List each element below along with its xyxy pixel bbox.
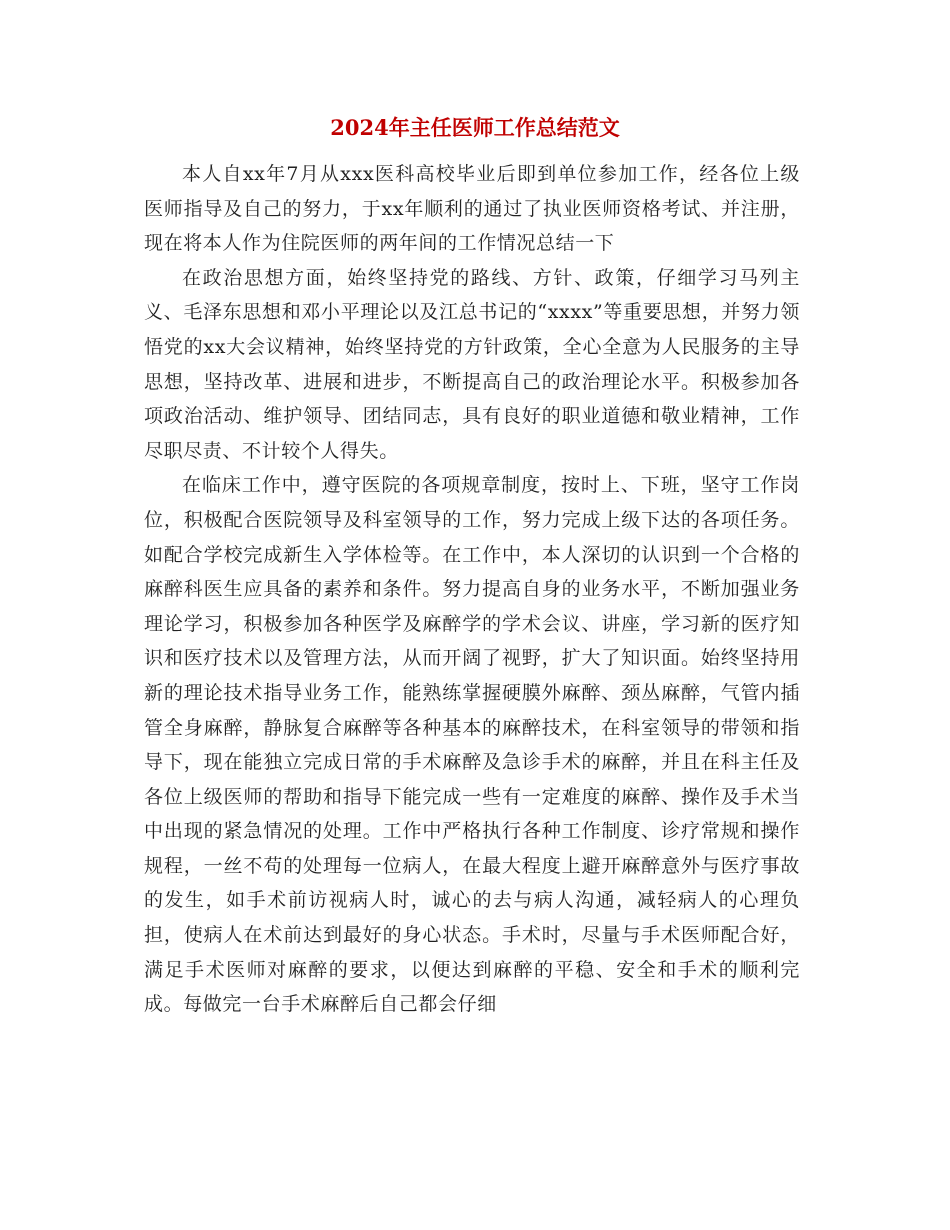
paragraph-political-thought: 在政治思想方面，始终坚持党的路线、方针、政策，仔细学习马列主义、毛泽东思想和邓小平理论以及江总书记的“xxxx”等重要思想，并努力领悟党的xx大会议精神，始终坚持党的方针政策，全心全意为人民服务的主导思想，坚持改革、进展和进步，不断提高自己的政治理论水平。积极参加各项政治活动、维护领导、团结同志，具有良好的职业道德和敬业精神，工作尽职尽责、不计较个人得失。 bbox=[144, 266, 800, 462]
paragraph-introduction: 本人自xx年7月从xxx医科高校毕业后即到单位参加工作，经各位上级医师指导及自己的努力，于xx年顺利的通过了执业医师资格考试、并注册，现在将本人作为住院医师的两年间的工作情况总结一下 bbox=[144, 163, 800, 255]
paragraph-clinical-work: 在临床工作中，遵守医院的各项规章制度，按时上、下班，坚守工作岗位，积极配合医院领导及科室领导的工作，努力完成上级下达的各项任务。如配合学校完成新生入学体检等。在工作中，本人深切的认识到一个合格的麻醉科医生应具备的素养和条件。努力提高自身的业务水平，不断加强业务理论学习，积极参加各种医学及麻醉学的学术会议、讲座，学习新的医疗知识和医疗技术以及管理方法，从而开阔了视野，扩大了知识面。始终坚持用新的理论技术指导业务工作，能熟练掌握硬膜外麻醉、颈丛麻醉，气管内插管全身麻醉，静脉复合麻醉等各种基本的麻醉技术，在科室领导的带领和指导下，现在能独立完成日常的手术麻醉及急诊手术的麻醉，并且在科主任及各位上级医师的帮助和指导下能完成一些有一定难度的麻醉、操作及手术当中出现的紧急情况的处理。工作中严格执行各种工作制度、诊疗常规和操作规程，一丝不苟的处理每一位病人，在最大程度上避开麻醉意外与医疗事故的发生，如手术前访视病人时，诚心的去与病人沟通，减轻病人的心理负担，使病人在术前达到最好的身心状态。手术时，尽量与手术医师配合好，满足手术医师对麻醉的要求，以便达到麻醉的平稳、安全和手术的顺利完成。每做完一台手术麻醉后自己都会仔细 bbox=[144, 474, 800, 1016]
document-title: 2024年主任医师工作总结范文 bbox=[330, 115, 620, 140]
document-body bbox=[144, 157, 800, 1022]
